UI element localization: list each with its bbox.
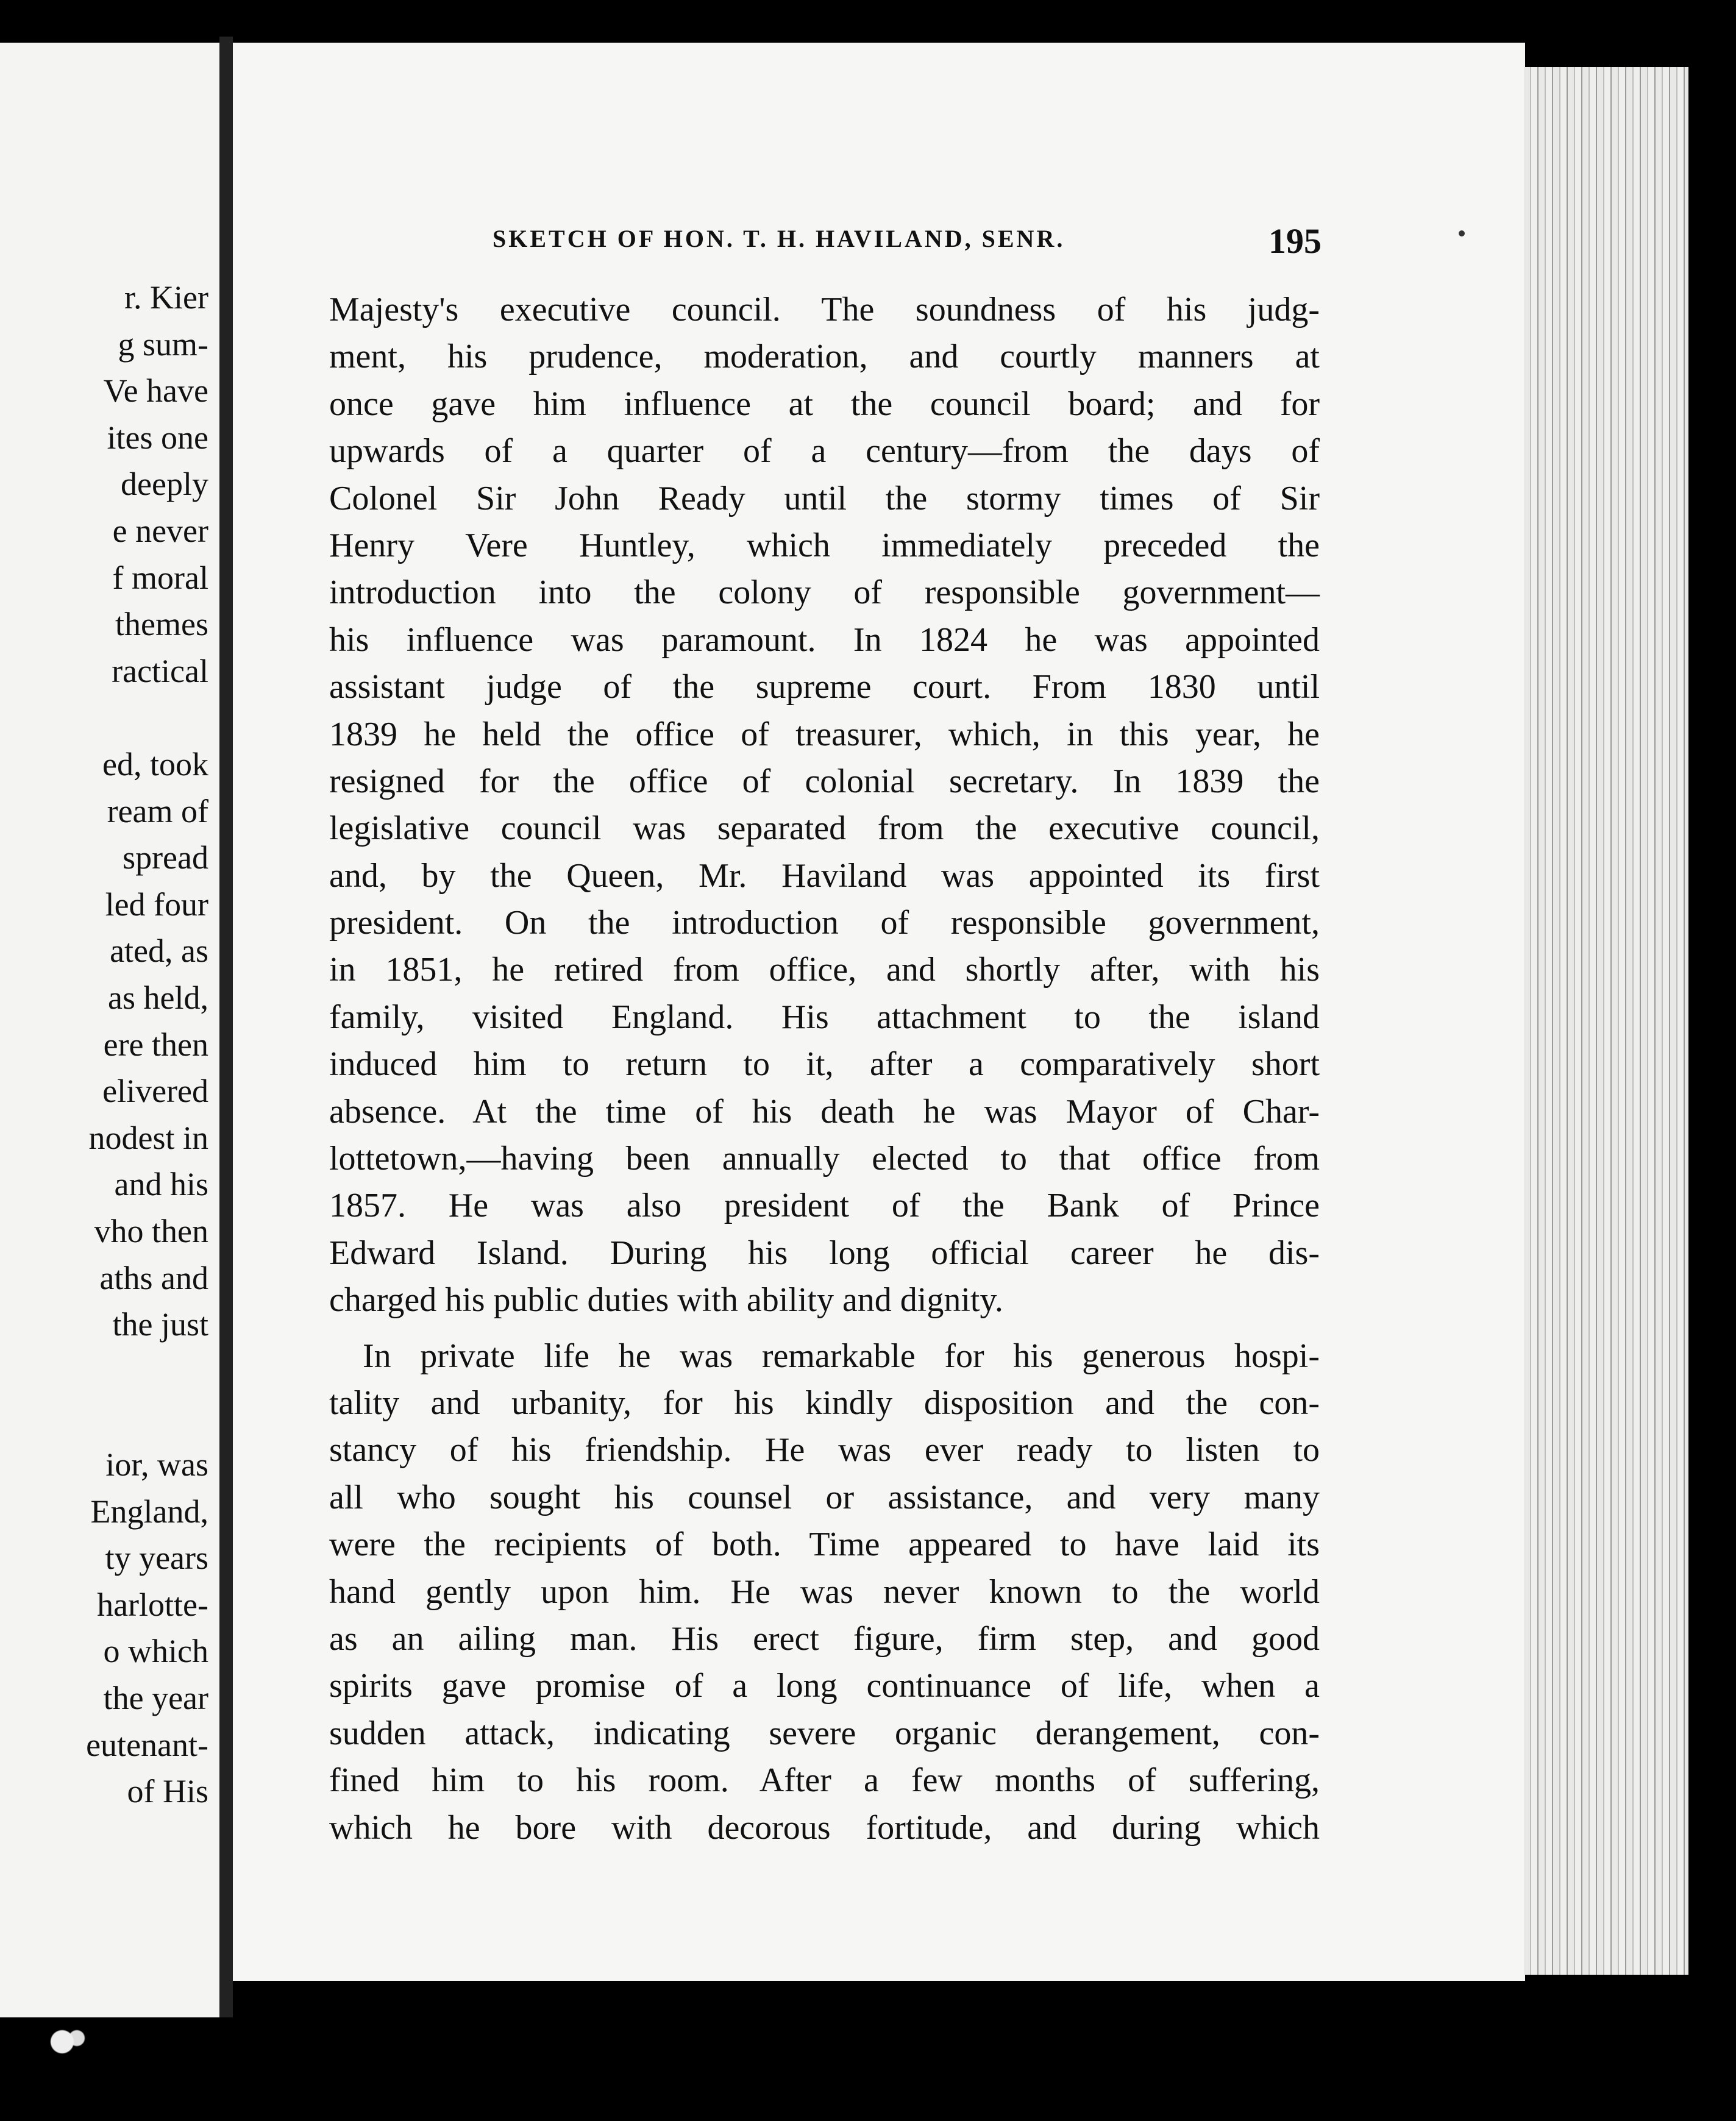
facing-page-line: ior, was — [105, 1446, 208, 1483]
text-line: stancy of his friendship. He was ever ready to listen to — [329, 1431, 1320, 1469]
facing-page-left — [0, 43, 219, 2017]
running-head: SKETCH OF HON. T. H. HAVILAND, SENR. — [493, 225, 1065, 252]
text-line: upwards of a quarter of a century—from the days of — [329, 432, 1320, 471]
facing-page-line: the year — [103, 1680, 208, 1716]
text-line: spirits gave promise of a long continuance of life, when a — [329, 1667, 1320, 1705]
facing-page-line: ty years — [105, 1540, 208, 1577]
text-line: ment, his prudence, moderation, and courtly manners at — [329, 338, 1320, 376]
text-line: Majesty's executive council. The soundness of his judg- — [329, 291, 1320, 329]
facing-page-line: elivered — [102, 1073, 208, 1110]
facing-page-line: vho then — [94, 1213, 208, 1249]
text-line: which he bore with decorous fortitude, and during which — [329, 1808, 1320, 1847]
text-line: once gave him influence at the council board; and for — [329, 385, 1320, 423]
facing-page-line: aths and — [99, 1259, 208, 1296]
text-line: all who sought his counsel or assistance, and very many — [329, 1478, 1320, 1516]
body-text — [329, 286, 1320, 1852]
text-line: Colonel Sir John Ready until the stormy times of Sir — [329, 479, 1320, 517]
paragraph — [329, 1333, 1320, 1852]
facing-page-line: spread — [123, 839, 208, 876]
facing-page-line: led four — [105, 886, 208, 923]
text-line: 1839 he held the office of treasurer, which, in this year, he — [329, 715, 1320, 753]
facing-page-line: England, — [90, 1493, 208, 1530]
speck — [1459, 230, 1465, 236]
facing-page-line: ites one — [107, 419, 208, 456]
facing-page-line: ed, took — [102, 746, 208, 783]
facing-page-line: nodest in — [88, 1119, 208, 1156]
facing-page-line: of His — [127, 1773, 208, 1810]
facing-page-line: themes — [115, 606, 208, 643]
text-line: lottetown,—having been annually elected to that office from — [329, 1140, 1320, 1178]
text-line: his influence was paramount. In 1824 he was appointed — [329, 620, 1320, 659]
text-line: 1857. He was also president of the Bank of Prince — [329, 1187, 1320, 1225]
page-number: 195 — [1268, 221, 1322, 261]
facing-page-line: and his — [114, 1166, 208, 1203]
paragraph — [329, 286, 1320, 1324]
facing-page-line: g sum- — [118, 325, 208, 363]
page-edges — [1524, 67, 1688, 1975]
facing-page-line: ractical — [112, 652, 208, 689]
facing-page-line: o which — [103, 1633, 208, 1670]
facing-page-line: ream of — [107, 792, 208, 830]
text-line: fined him to his room. After a few months of suffering, — [329, 1761, 1320, 1800]
text-line: In private life he was remarkable for his generous hospi- — [363, 1337, 1320, 1375]
facing-page-line: the just — [112, 1306, 208, 1343]
stain-mark — [43, 2023, 91, 2060]
text-line: hand gently upon him. He was never known to the world — [329, 1572, 1320, 1611]
facing-page-line: as held, — [108, 979, 208, 1016]
paragraph-gap — [329, 1324, 1320, 1333]
text-line: resigned for the office of colonial secretary. In 1839 the — [329, 762, 1320, 800]
facing-page-line: ated, as — [110, 933, 208, 970]
text-line: introduction into the colony of responsible government— — [329, 574, 1320, 612]
page-header — [493, 221, 1322, 263]
facing-page-line: Ve have — [103, 372, 208, 410]
text-line: as an ailing man. His erect figure, firm step, and good — [329, 1619, 1320, 1658]
facing-page-line: e never — [112, 513, 208, 549]
facing-page-line: r. Kier — [124, 279, 208, 316]
text-line: induced him to return to it, after a comparatively short — [329, 1045, 1320, 1084]
facing-page-line: f moral — [112, 559, 208, 596]
text-line: president. On the introduction of responsible government, — [329, 904, 1320, 942]
facing-page-line: eutenant- — [86, 1726, 208, 1763]
text-line: were the recipients of both. Time appeared to have laid its — [329, 1526, 1320, 1564]
book-gutter — [219, 37, 233, 2017]
text-line: absence. At the time of his death he was Mayor of Char- — [329, 1092, 1320, 1131]
facing-page-line: deeply — [121, 466, 208, 503]
text-line: and, by the Queen, Mr. Haviland was appointed its first — [329, 856, 1320, 895]
text-line: Edward Island. During his long official career he dis- — [329, 1234, 1320, 1272]
text-line: charged his public duties with ability and dignity. — [329, 1281, 1003, 1320]
text-line: assistant judge of the supreme court. From 1830 until — [329, 668, 1320, 706]
text-line: sudden attack, indicating severe organic derangement, con- — [329, 1714, 1320, 1752]
facing-page-line: ere then — [103, 1026, 208, 1063]
text-line: tality and urbanity, for his kindly disposition and the con- — [329, 1384, 1320, 1422]
text-line: family, visited England. His attachment to the island — [329, 998, 1320, 1036]
text-line: Henry Vere Huntley, which immediately preceded the — [329, 526, 1320, 564]
facing-page-line: harlotte- — [97, 1586, 208, 1623]
text-line: in 1851, he retired from office, and shortly after, with his — [329, 951, 1320, 989]
text-line: legislative council was separated from the executive council, — [329, 809, 1320, 848]
